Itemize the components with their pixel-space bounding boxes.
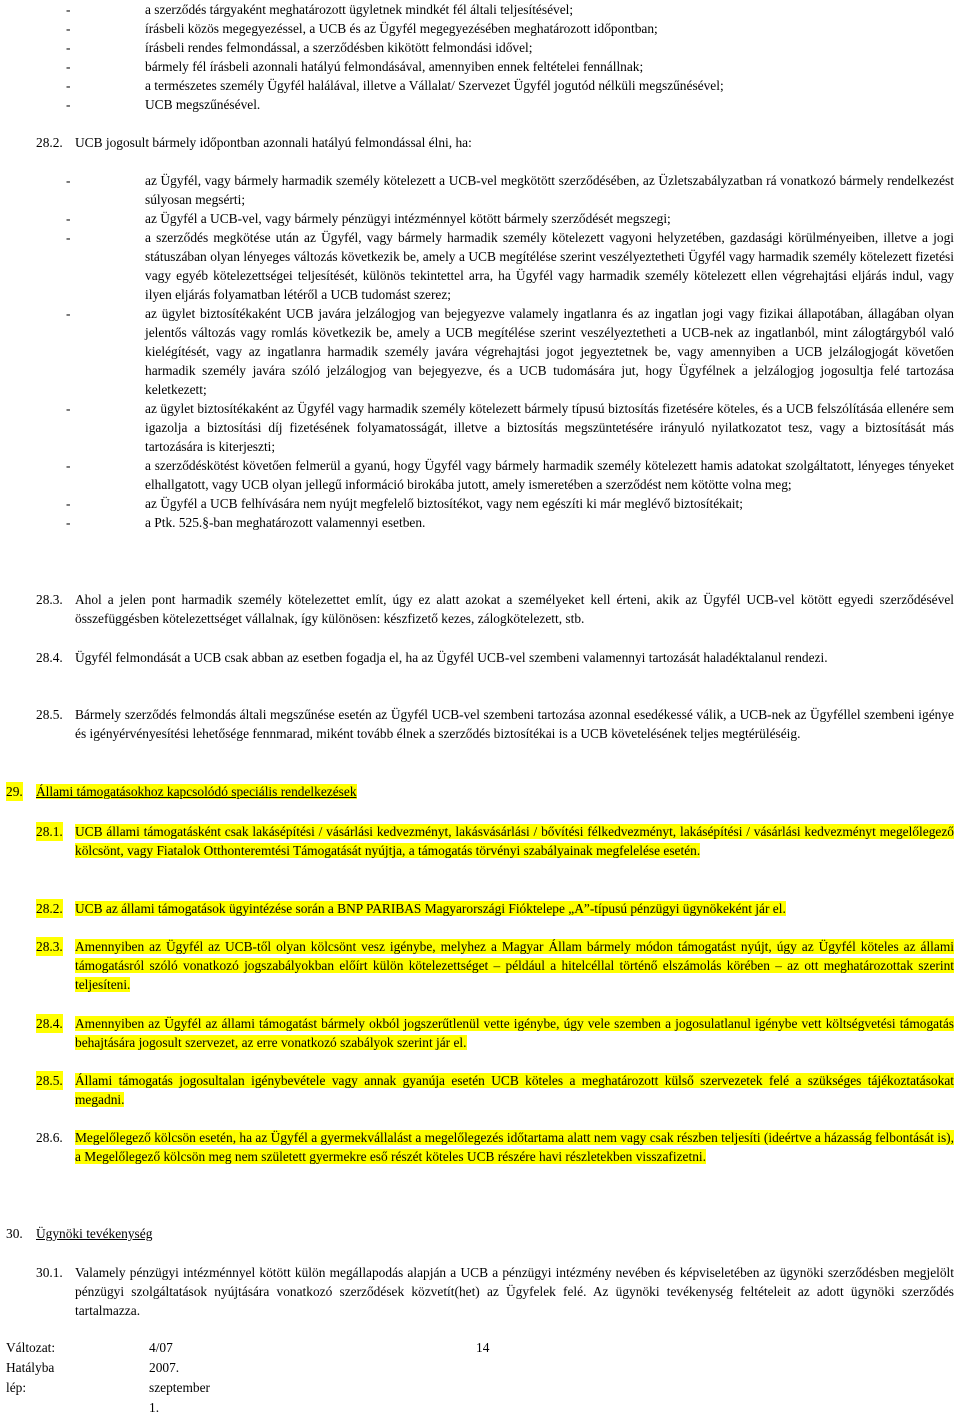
page-number: 14 (476, 1340, 490, 1355)
paragraph-text: Amennyiben az Ügyfél az UCB-től olyan kölcsönt vesz igénybe, melyhez a Magyar Állam bármely módon támogatást nyújt, úgy az Ügyfél köteles az állami támogatásról szóló vonatkozó jogszabályokban előírt külön kötelezettséget – például a hitelcéllal történő elszámolás körében – az ott meghatározottak szerint teljesíteni. (75, 939, 954, 992)
section-heading-29 (0, 782, 357, 801)
section-number: 29. (6, 784, 23, 799)
paragraph-29-5 (0, 1071, 960, 1109)
paragraph-text: Megelőlegező kölcsön esetén, ha az Ügyfél a gyermekvállalást a megelőlegezés időtartama alatt nem vagy csak részben teljesíti (ideértve a házasság felbontását is), a Megelőlegező kölcsön meg nem született gyermekre eső részét köteles UCB részére havi részletekben visszafizetni. (75, 1130, 954, 1164)
list-item: - UCB megszűnésével. (66, 97, 261, 112)
effective-date: 2007. szeptember 1. (149, 1360, 210, 1415)
list-item: - írásbeli rendes felmondással, a szerződésben kikötött felmondási idővel; (66, 40, 533, 55)
paragraph-number: 28.1. (36, 824, 63, 839)
paragraph-number: 28.5. (36, 1073, 63, 1088)
paragraph-number: 28.5. (36, 707, 63, 722)
section-number: 30. (6, 1226, 23, 1241)
list-item: - a szerződés megkötése után az Ügyfél, vagy bármely harmadik személy kötelezett vagyoni helyzetében, gazdasági körülményeiben, illetve a jogi státuszában olyan lényeges változás következik be, amely a UCB megítélése szerint veszélyeztetheti Ügyfél vagy harmadik személy kötelezett fizetési vagy egyéb kötelezettségei teljesítését, különös tekintettel arra, ha Ügyfél vagy harmadik személy kötelezett ellen végrehajtási eljárás indul, vagy ilyen eljárás folyamatban létéről a UCB tudomást szerez; (66, 230, 954, 302)
list-item: - a természetes személy Ügyfél halálával, illetve a Vállalat/ Szervezet Ügyfél jogutód nélküli megszűnésével; (66, 78, 724, 93)
paragraph-number: 28.2. (36, 901, 63, 916)
paragraph-28-2 (0, 133, 960, 152)
paragraph-text: Ahol a jelen pont harmadik személy kötelezettet említ, úgy ez alatt azokat a személyeket kell érteni, akik az Ügyfél UCB-vel kötött egyedi szerződésével összefüggésben kötelezettséget vállalnak, így különösen: készfizető kezes, zálogkötelezett, stb. (75, 592, 954, 626)
paragraph-text: UCB jogosult bármely időpontban azonnali hatályú felmondással élni, ha: (75, 135, 472, 150)
section-title: Állami támogatásokhoz kapcsolódó speciális rendelkezések (36, 784, 357, 799)
version-value: 4/07 (149, 1340, 173, 1355)
section-heading-30 (0, 1224, 152, 1243)
paragraph-text: UCB az állami támogatások ügyintézése során a BNP PARIBAS Magyarországi Fióktelepe „A”-típusú pénzügyi ügynökeként jár el. (75, 901, 786, 916)
paragraph-number: 28.3. (36, 939, 63, 954)
list-item: - a szerződéskötést követően felmerül a gyanú, hogy Ügyfél vagy bármely harmadik személy kötelezett hamis adatokat szolgáltatott, lényeges tényeket elhallgatott, vagy UCB olyan jellegű információ birokába jutott, amely ismeretében a szerződést nem kötötte volna meg; (66, 458, 954, 492)
paragraph-number: 30.1. (36, 1265, 63, 1280)
paragraph-number: 28.2. (36, 135, 63, 150)
paragraph-text: UCB állami támogatásként csak lakásépítési / vásárlási kedvezményt, lakásvásárlási / bővítési félkedvezményt, lakásépítési / vásárlási kedvezményt megelőlegező kölcsönt, vagy Fiatalok Otthonteremtési Támogatását nyújtja, a támogatás törvényi szabályainak megfelelése esetén. (75, 824, 954, 858)
list-item: - a Ptk. 525.§-ban meghatározott valamennyi esetben. (66, 515, 426, 530)
paragraph-text: Valamely pénzügyi intézménnyel kötött külön megállapodás alapján a UCB a pénzügyi intézmény nevében és képviseletében az ügynöki szerződésben megjelölt pénzügyi szolgáltatások nyújtására vonatkozó szerződések közvetít(het) az Ügyfelek felé. Az ügynöki tevékenység feltételeit az adott ügynöki szerződés tartalmazza. (75, 1265, 954, 1318)
list-item: - az ügylet biztosítékaként az Ügyfél vagy harmadik személy kötelezett bármely típusú biztosítás fizetésére köteles, és a UCB felszólításáa ellenére sem igazolja a biztosítási díj fizetésének folyamatosságát, illetve a biztosítás megszüntetésére irányuló nyilatkozatot tesz, vagy a biztosítását más tartozására is kiterjeszti; (66, 401, 954, 454)
list-item: - bármely fél írásbeli azonnali hatályú felmondásával, amennyiben ennek feltételei fennállnak; (66, 59, 644, 74)
paragraph-text: Amennyiben az Ügyfél az állami támogatást bármely okból jogszerűtlenül vette igénybe, úgy vele szemben a jogosulatlanul igénybe vett költségvetési támogatás behajtására jogosult szervezet, az erre vonatkozó szabályok szerint jár el. (75, 1016, 954, 1050)
list-item: - az Ügyfél, vagy bármely harmadik személy kötelezett a UCB-vel megkötött szerződésében, az Üzletszabályzatban rá vonatkozó bármely rendelkezést súlyosan megsérti; (66, 173, 954, 207)
effective-label: Hatályba lép: (6, 1360, 55, 1395)
paragraph-text: Ügyfél felmondását a UCB csak abban az esetben fogadja el, ha az Ügyfél UCB-vel szembeni valamennyi tartozását haladéktalanul rendezi. (75, 650, 828, 665)
paragraph-text: Állami támogatás jogosultalan igénybevétele vagy annak gyanúja esetén UCB köteles a meghatározott külső szervezetek felé a szükséges tájékoztatásokat megadni. (75, 1073, 954, 1107)
paragraph-number: 28.4. (36, 650, 63, 665)
version-label: Változat: (6, 1340, 56, 1355)
list-item: - írásbeli közös megegyezéssel, a UCB és az Ügyfél megegyezésében meghatározott időpontban; (66, 21, 658, 36)
paragraph-29-4 (0, 1014, 960, 1052)
list-item: - az Ügyfél a UCB felhívására nem nyújt megfelelő biztosítékot, vagy nem egészíti ki már meglévő biztosítékait; (66, 496, 743, 511)
paragraph-29-3 (0, 937, 960, 994)
list-item: - az Ügyfél a UCB-vel, vagy bármely pénzügyi intézménnyel kötött bármely szerződését megszegi; (66, 211, 671, 226)
list-item: - a szerződés tárgyaként meghatározott ügyletnek mindkét fél általi teljesítésével; (66, 2, 574, 17)
paragraph-30-1 (0, 1263, 960, 1320)
list-item: - az ügylet biztosítékaként UCB javára jelzálogjog van bejegyezve valamely ingatlanra és az ingatlan jogi vagy fizikai állapotában, állagában olyan jelentős változás vagy romlás következik be, amely a UCB megítélése szerint veszélyeztetheti a UCB-nek az ingatlanból, mint zálogtárgyból való kielégítését, vagy az ingatlanra harmadik személy javára végrehajtási jogot jegyeztetnek be, vagy amennyiben a UCB jelzálogjogát követően harmadik személy javára szóló jelzálogjog van bejegyezve, és a UCB tudomására jut, hogy Ügyfélnek a jelzálogjog jogosultja felé tartozása keletkezett; (66, 306, 954, 397)
bullet-list-28-2 (0, 171, 960, 532)
section-title: Ügynöki tevékenység (36, 1226, 153, 1241)
paragraph-29-2 (0, 899, 960, 918)
paragraph-28-5 (0, 705, 960, 743)
paragraph-29-1 (0, 822, 960, 860)
paragraph-28-3 (0, 590, 960, 628)
paragraph-text-row (0, 133, 960, 152)
top-bullet-list (0, 0, 960, 114)
paragraph-number: 28.4. (36, 1016, 63, 1031)
paragraph-number: 28.3. (36, 592, 63, 607)
paragraph-29-6 (0, 1128, 960, 1166)
paragraph-text: Bármely szerződés felmondás általi megszűnése esetén az Ügyfél UCB-vel szembeni tartozása azonnal esedékessé válik, a UCB-nek az Ügyféllel szembeni igénye és igényérvényesítési lehetősége fennmarad, miként tovább élnek a szerződés biztosítékai is a UCB követelésének teljes megtérüléséig. (75, 707, 954, 741)
paragraph-28-4 (0, 648, 960, 667)
paragraph-number: 28.6. (36, 1130, 63, 1145)
